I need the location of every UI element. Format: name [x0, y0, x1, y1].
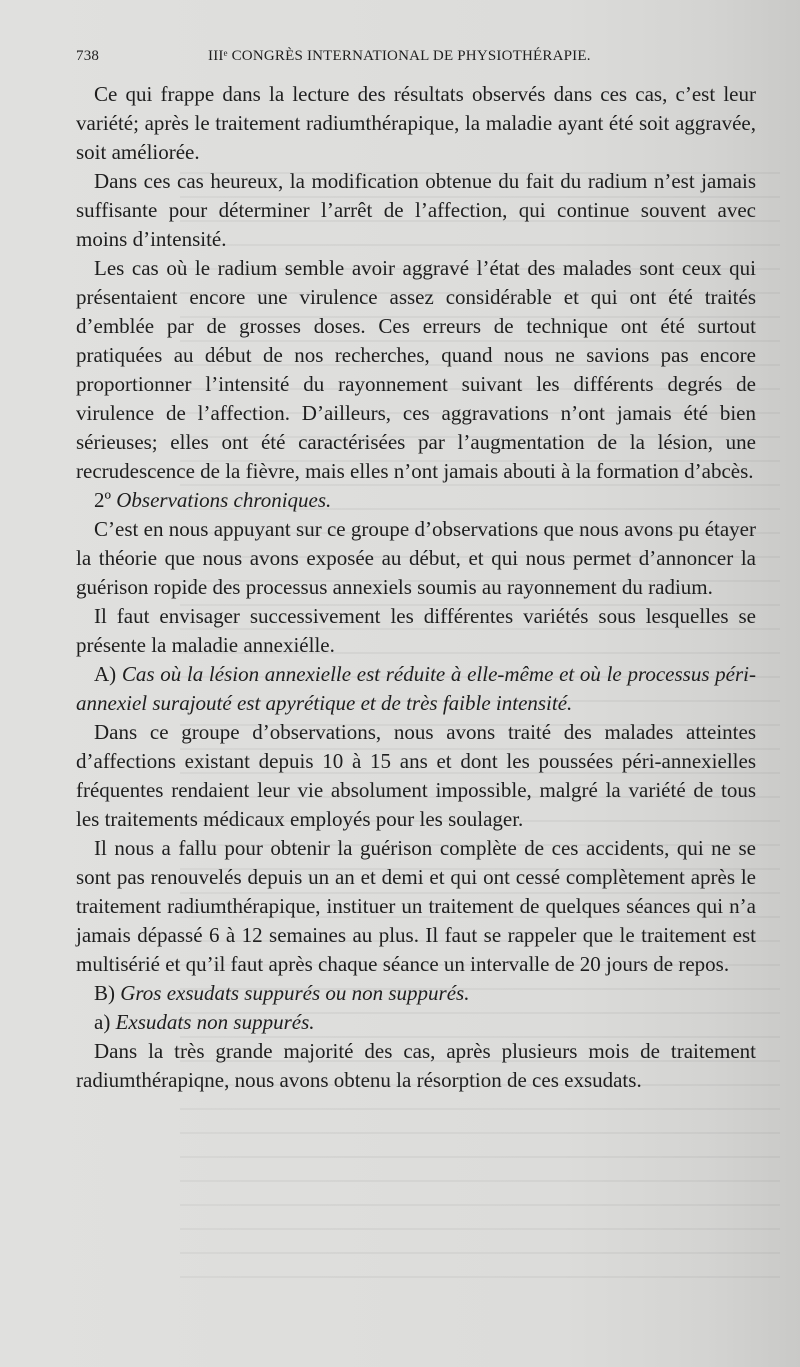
case-a-text: Cas où la lésion annexielle est réduite à elle-même et où le processus péri-annexiel surajouté est apyrétique et de très faible intensité. [76, 662, 757, 715]
section-title: Observations chroniques. [116, 488, 332, 512]
paragraph-resorption: Dans la très grande majorité des cas, après plusieurs mois de traitement radiumthérapiqne, nous avons obtenu la résorption de ces exsudats. [76, 1039, 756, 1092]
section-heading-chronic-observations [76, 486, 756, 515]
case-b-a-text: Exsudats non suppurés. [115, 1010, 315, 1034]
paragraph-observation-group: Dans ce groupe d’observations, nous avons traité des malades atteintes d’affections existant depuis 10 à 15 ans et dont les poussées péri-annexielles fréquentes rendaient leur vie absolument impossible, malgré la variété de tous les traitements médicaux employés pour les soulager. [76, 720, 756, 831]
paragraph-varieties: Il faut envisager successivement les différentes variétés sous lesquelles se présente la maladie annexiélle. [76, 604, 756, 657]
case-b-text: Gros exsudats suppurés ou non suppurés. [120, 981, 470, 1005]
case-a-label: A) [94, 662, 117, 686]
paragraph-theory-support: C’est en nous appuyant sur ce groupe d’observations que nous avons pu étayer la théorie que nous avons exposée au début, et qui nous permet d’annoncer la guérison ropide des processus annexiels soumis au rayonnement du radium. [76, 517, 756, 599]
case-b [76, 979, 756, 1008]
paragraph-results-variety: Ce qui frappe dans la lecture des résultats observés dans ces cas, c’est leur variété; après le traitement radiumthérapique, la maladie ayant été soit aggravée, soit améliorée. [76, 82, 756, 164]
case-a [76, 660, 756, 718]
body-text [76, 80, 756, 1280]
page-number: 738 [76, 48, 100, 64]
paragraph-aggravated-cases: Les cas où le radium semble avoir aggravé l’état des malades sont ceux qui présentaient encore une virulence assez considérable et qui ont été traités d’emblée par de grosses doses. Ces erreurs de technique ont été surtout pratiquées au début de nos recherches, quand nous ne savions pas encore proportionner l’intensité du rayonnement suivant les différents degrés de virulence de l’affection. D’ailleurs, ces aggravations n’ont jamais été bien sérieuses; elles ont été caractérisées par l’augmentation de la lésion, une recrudescence de la fièvre, mais elles n’ont jamais abouti à la formation d’abcès. [76, 256, 756, 483]
running-title: IIIᵉ CONGRÈS INTERNATIONAL DE PHYSIOTHÉRAPIE. [208, 48, 591, 64]
running-head [76, 48, 756, 74]
case-b-a-label: a) [94, 1010, 111, 1034]
case-b-a [76, 1008, 756, 1037]
section-number: 2º [94, 488, 112, 512]
paragraph-treatment-duration: Il nous a fallu pour obtenir la guérison complète de ces accidents, qui ne se sont pas renouvelés depuis un an et demi et qui ont cessé complètement après le traitement radiumthérapique, instituer un traitement de quelques séances qui n’a jamais dépassé 6 à 12 semaines au plus. Il faut se rappeler que le traitement est multisérié et qu’il faut après chaque séance un intervalle de 20 jours de repos. [76, 836, 756, 976]
case-b-label: B) [94, 981, 115, 1005]
paragraph-favorable-cases: Dans ces cas heureux, la modification obtenue du fait du radium n’est jamais suffisante pour déterminer l’arrêt de l’affection, qui continue souvent avec moins d’intensité. [76, 169, 756, 251]
